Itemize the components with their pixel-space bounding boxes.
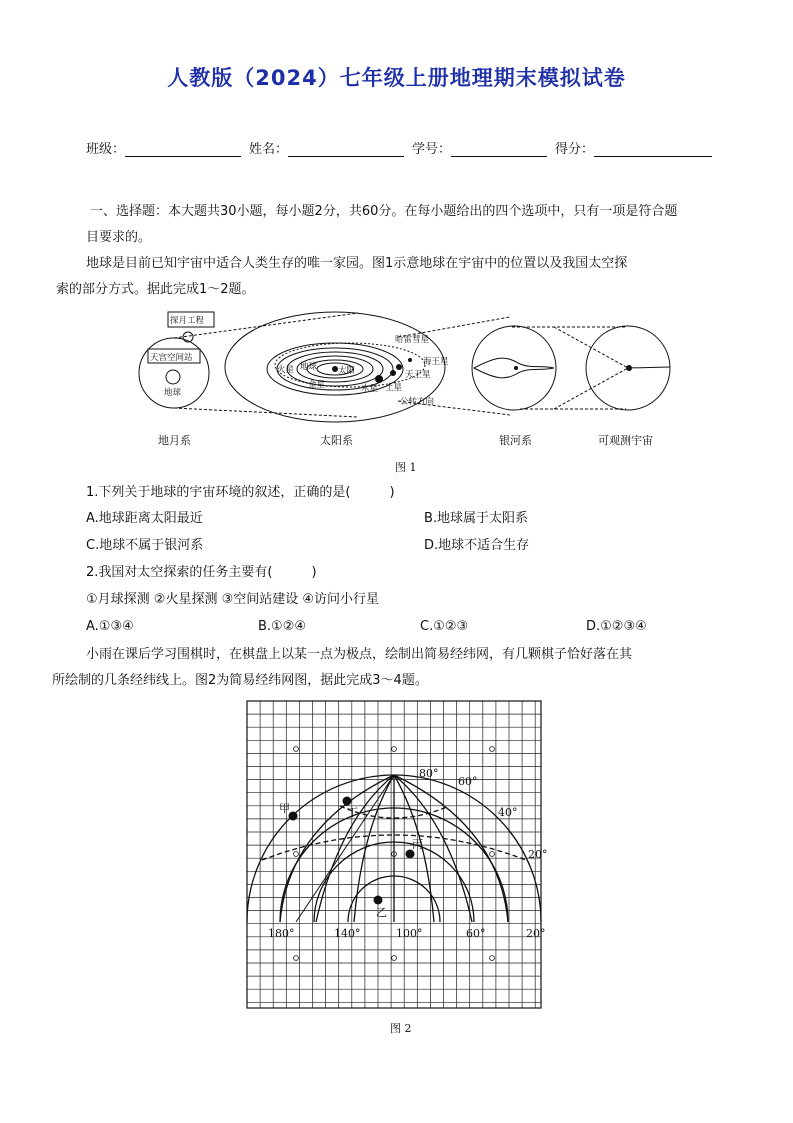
figure-2-caption: 图 2	[390, 1022, 412, 1035]
page-title: 人教版（2024）七年级上册地理期末模拟试卷	[167, 66, 626, 90]
q2-option-c[interactable]: C.①②③	[420, 619, 469, 634]
mars-label: 火星	[277, 365, 295, 375]
moon-project-label: 探月工程	[170, 316, 205, 326]
lat-label-80: 80°	[419, 767, 439, 780]
score-field[interactable]	[594, 142, 712, 157]
name-label: 姓名：	[249, 142, 289, 157]
lon-label-60: 60°	[466, 927, 486, 940]
point-ding	[343, 797, 352, 806]
lat-label-60: 60°	[458, 775, 478, 788]
earth-label: 地球	[164, 388, 182, 398]
uranus-label: 天王星	[405, 370, 431, 380]
name-field[interactable]	[288, 142, 404, 157]
saturn-label: 土星	[385, 383, 403, 393]
revolution-label: 公转方向	[400, 397, 435, 407]
lon-label-140: 140°	[334, 927, 361, 940]
intro2-line2: 所绘制的几条经纬线上。图2为简易经纬网图，据此完成3～4题。	[52, 673, 428, 688]
intro1-line1: 地球是目前已知宇宙中适合人类生存的唯一家园。图1示意地球在宇宙中的位置以及我国太空探	[86, 256, 628, 271]
point-label-jia: 甲	[279, 802, 290, 815]
lat-label-40: 40°	[498, 806, 518, 819]
score-label: 得分：	[555, 142, 595, 157]
lon-label-180: 180°	[268, 927, 295, 940]
section-heading-line2: 目要求的。	[86, 230, 152, 245]
earth-icon	[166, 370, 180, 384]
comet-label: 哈雷彗星	[395, 335, 430, 345]
point-label-ding: 丁	[347, 806, 358, 819]
figure-2	[244, 700, 548, 1040]
q1-option-b[interactable]: B.地球属于太阳系	[424, 511, 529, 526]
earth-moon-system-label: 地月系	[158, 434, 191, 447]
tiangong-label: 天宫空间站	[150, 353, 193, 363]
point-label-bing: 丙	[412, 838, 423, 851]
section-heading-line1: 一、选择题：本大题共30小题，每小题2分，共60分。在每小题给出的四个选项中，只有一项是符合题	[90, 204, 678, 219]
intro2-line1: 小雨在课后学习围棋时，在棋盘上以某一点为极点，绘制出简易经纬网，有几颗棋子恰好落在其	[86, 647, 633, 662]
venus-label: 金星	[308, 380, 326, 390]
observable-universe-label: 可观测宇宙	[598, 434, 653, 447]
id-field[interactable]	[451, 142, 547, 157]
point-label-yi: 乙	[376, 906, 387, 919]
class-label: 班级：	[86, 142, 126, 157]
student-info-row	[86, 138, 720, 157]
intro1-line2: 索的部分方式。据此完成1～2题。	[56, 282, 255, 297]
question-2-stem: 2.我国对太空探索的任务主要有( )	[86, 565, 317, 580]
neptune-label: 海王星	[423, 357, 449, 367]
earth-orbit-label: 地球	[300, 362, 318, 372]
q1-option-d[interactable]: D.地球不适合生存	[424, 538, 530, 553]
point-yi	[374, 896, 383, 905]
figure-1-caption: 图 1	[395, 461, 417, 474]
q2-option-a[interactable]: A.①③④	[86, 619, 134, 634]
class-field[interactable]	[125, 142, 241, 157]
lon-label-20: 20°	[526, 927, 546, 940]
q2-option-d[interactable]: D.①②③④	[586, 619, 647, 634]
id-label: 学号：	[412, 142, 452, 157]
figure-1	[140, 305, 680, 475]
solar-system-label: 太阳系	[320, 434, 353, 447]
q2-items: ①月球探测 ②火星探测 ③空间站建设 ④访问小行星	[86, 592, 380, 607]
q1-option-c[interactable]: C.地球不属于银河系	[86, 538, 204, 553]
question-1-stem: 1.下列关于地球的宇宙环境的叙述，正确的是( )	[86, 485, 395, 500]
jupiter-label: 木星	[361, 384, 379, 394]
q1-option-a[interactable]: A.地球距离太阳最近	[86, 511, 203, 526]
sun-label: 太阳	[338, 366, 356, 376]
milky-way-label: 银河系	[499, 434, 532, 447]
q2-option-b[interactable]: B.①②④	[258, 619, 307, 634]
lon-label-100: 100°	[396, 927, 423, 940]
lat-label-20: 20°	[528, 848, 548, 861]
